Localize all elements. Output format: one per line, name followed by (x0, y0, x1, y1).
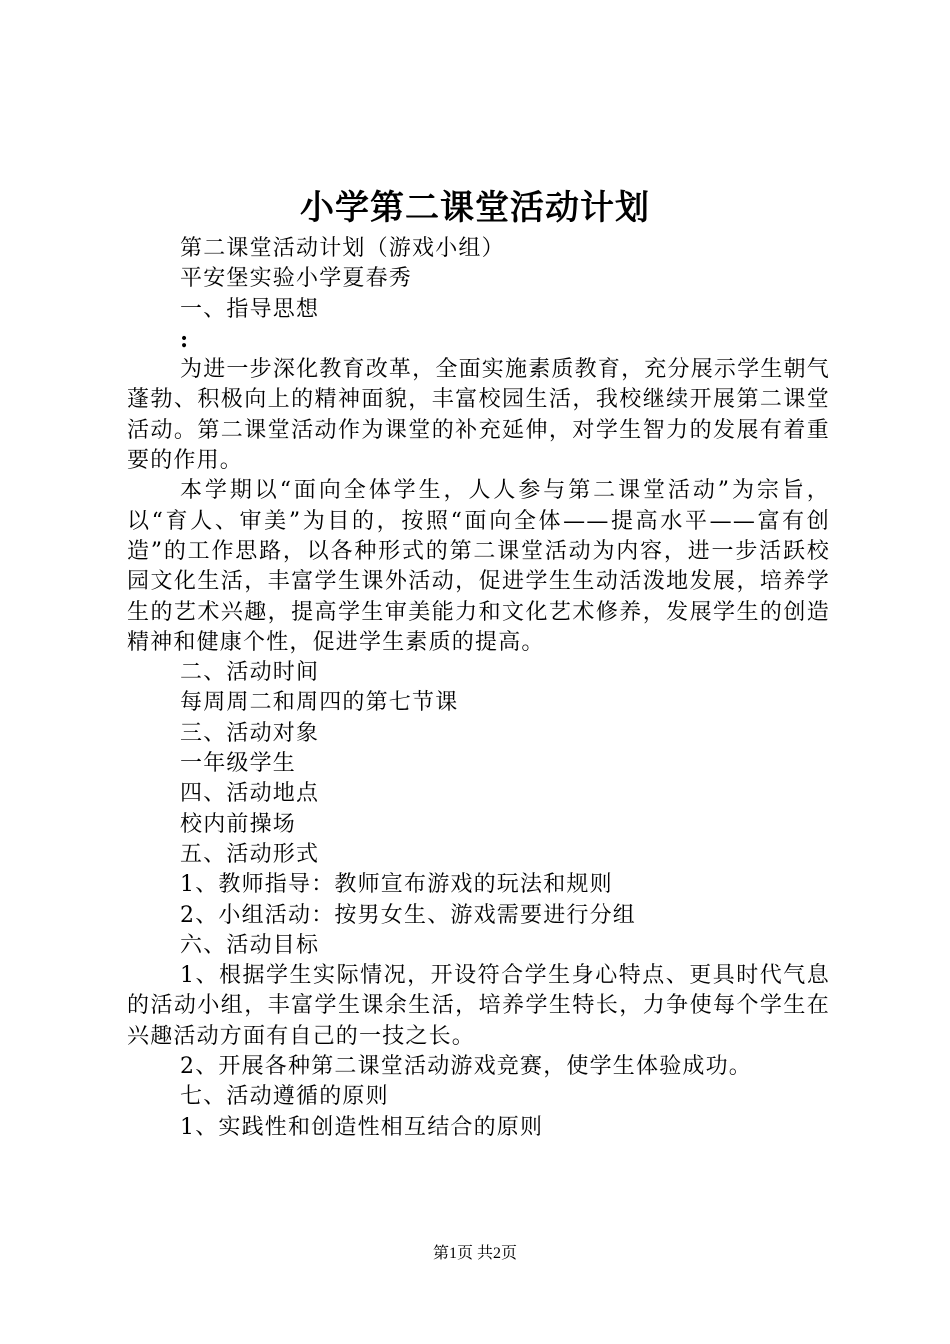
text-form-teacher: 1、教师指导：教师宣布游戏的玩法和规则 (180, 872, 613, 898)
section-heading-time: 二、活动时间 (180, 660, 320, 686)
section-heading-principles: 七、活动遵循的原则 (180, 1084, 389, 1110)
paragraph-semester-aim: 本学期以“面向全体学生，人人参与第二课堂活动”为宗旨，以“育人、审美”为目的，按照“面向全体——提高水平——富有创造”的工作思路，以各种形式的第二课堂活动为内容，进一步活跃校园文化生活，丰富学生课外活动，促进学生生动活泼地发展，培养学生的艺术兴趣，提高学生审美能力和文化艺术修养，发展学生的创造精神和健康个性，促进学生素质的提高。 (127, 478, 830, 655)
paragraph-guiding-thought: 为进一步深化教育改革，全面实施素质教育，充分展示学生朝气蓬勃、积极向上的精神面貌，丰富校园生活，我校继续开展第二课堂活动。第二课堂活动作为课堂的补充延伸，对学生智力的发展有着重要的作用。 (127, 357, 830, 474)
section-heading-goals: 六、活动目标 (180, 932, 320, 958)
author-line: 平安堡实验小学夏春秀 (180, 266, 413, 292)
section-heading-guiding-thought: 一、指导思想 (180, 296, 320, 322)
text-location: 校内前操场 (180, 811, 297, 837)
text-principle-1: 1、实践性和创造性相互结合的原则 (180, 1114, 544, 1140)
section-heading-audience: 三、活动对象 (180, 720, 320, 746)
text-form-group: 2、小组活动：按男女生、游戏需要进行分组 (180, 902, 636, 928)
section-heading-location: 四、活动地点 (180, 781, 320, 807)
section-heading-form: 五、活动形式 (180, 841, 320, 867)
subtitle: 第二课堂活动计划（游戏小组） (180, 236, 505, 261)
text-time: 每周周二和周四的第七节课 (180, 690, 459, 716)
document-title: 小学第二课堂活动计划 (300, 188, 650, 228)
document-body (127, 234, 830, 1143)
text-audience: 一年级学生 (180, 751, 297, 777)
colon-mark: : (180, 326, 190, 353)
page-footer: 第1页 共2页 (432, 1245, 517, 1262)
paragraph-goal-2: 2、开展各种第二课堂活动游戏竞赛，使学生体验成功。 (180, 1054, 752, 1080)
paragraph-goal-1: 1、根据学生实际情况，开设符合学生身心特点、更具时代气息的活动小组，丰富学生课余生活，培养学生特长，力争使每个学生在兴趣活动方面有自己的一技之长。 (127, 963, 830, 1049)
